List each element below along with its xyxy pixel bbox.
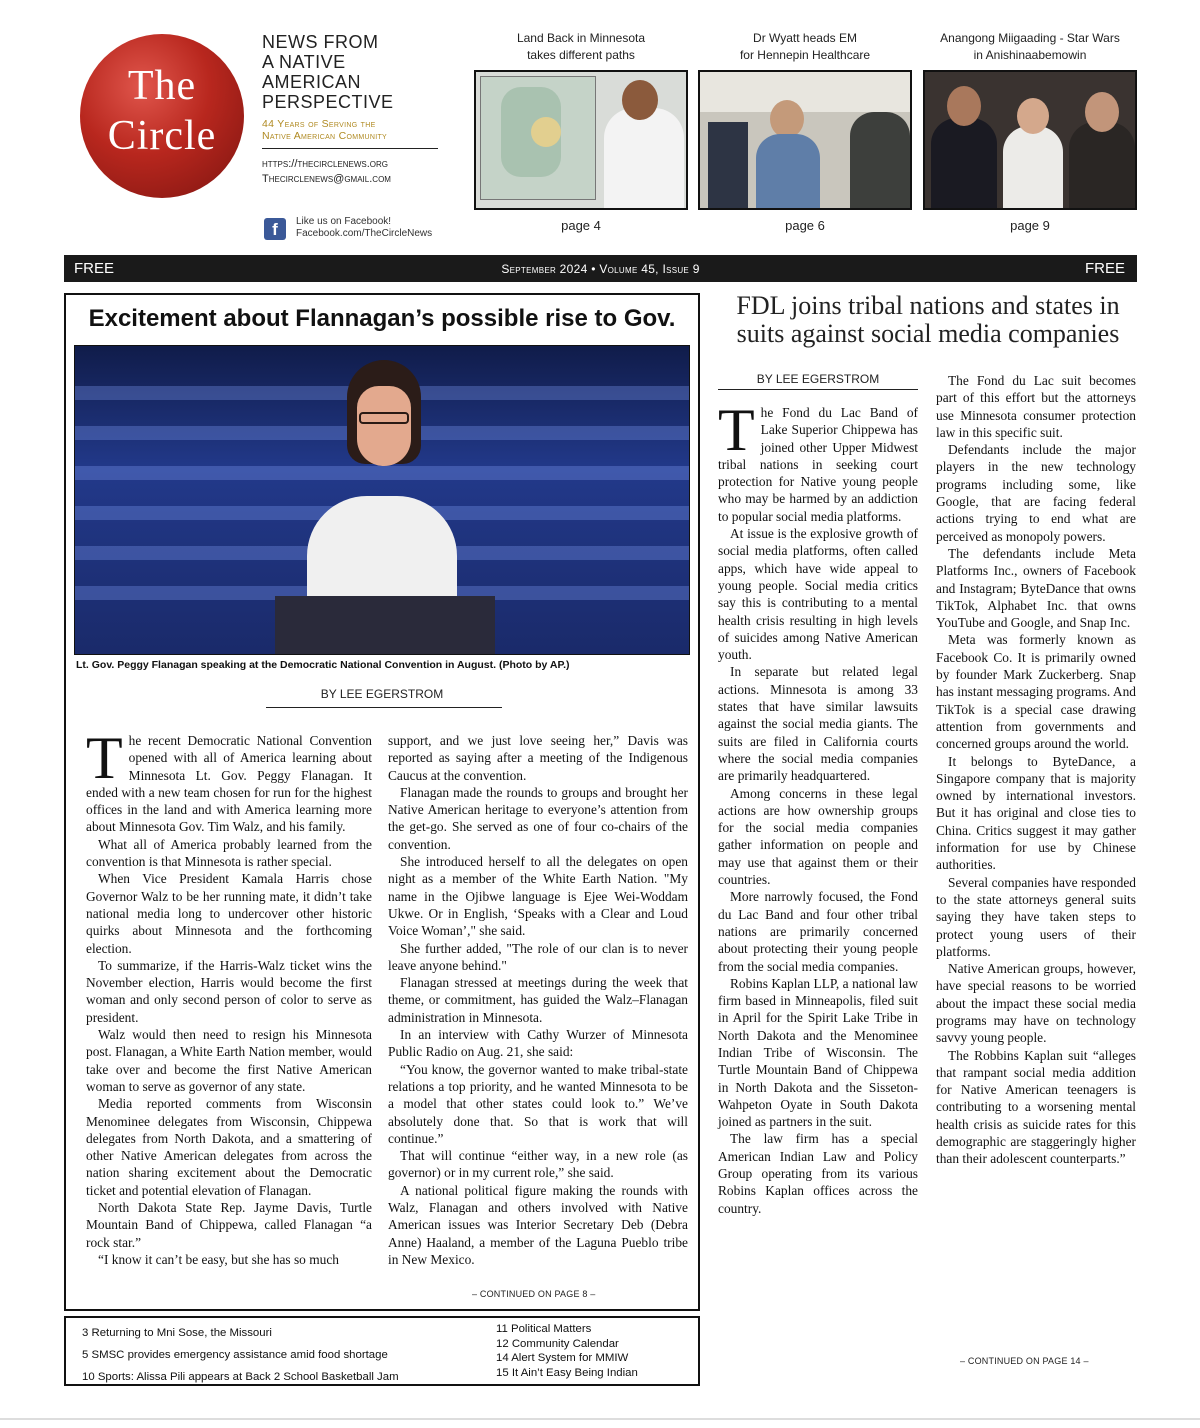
child-head (1017, 98, 1049, 134)
promo-headline-line: Dr Wyatt heads EM (753, 31, 857, 45)
person-figure-left (708, 122, 748, 210)
person-figure-right (1069, 122, 1135, 210)
free-label-left: FREE (74, 260, 115, 277)
story2-continued[interactable]: – CONTINUED ON PAGE 14 – (960, 1356, 1089, 1366)
doctor-scrubs (756, 134, 820, 210)
free-label-right: FREE (1084, 260, 1125, 277)
logo-line-1: The (127, 63, 197, 109)
paragraph: Defendants include the major players in the new technology programs including some, like Google, that are facing federal actions trying to end what are perceived as monopoly powers. (936, 442, 1136, 544)
promo-headline-line: takes different paths (527, 48, 635, 62)
paragraph: It belongs to ByteDance, a Singapore company that is majority owned by international investors. But it has original and close ties to China. Critics suggest it may gather information for use by Chinese authorities. (936, 753, 1136, 873)
facebook-icon: f (264, 218, 286, 240)
issue-date: September 2024 • Volume 45, Issue 9 (501, 262, 700, 276)
doctor-head (770, 100, 804, 138)
paragraph: Media reported comments from Wisconsin Menominee delegates from Wisconsin, Chippewa delegates from North Dakota, and a smattering of other Native American delegates from across the nation sharing excitement about the Democratic ticket and potential elevation of Flanagan. (86, 1096, 372, 1198)
paragraph: North Dakota State Rep. Jayme Davis, Turtle Mountain Band of Chippewa, called Flanagan “a rock star.” (86, 1200, 372, 1250)
promo-land-back[interactable] (474, 30, 688, 233)
person-head (947, 86, 981, 126)
paragraph: support, and we just love seeing her,” Davis was reported as saying after a meeting of the Indigenous Caucus at the convention. (388, 733, 688, 783)
subtagline (262, 118, 442, 142)
paragraph: A national political figure making the rounds with Walz, Flanagan and others involved with Native American issues was Interior Secretary Deb (Debra Anne) Haaland, a member of the Laguna Pueblo tribe in New Mexico. (388, 1182, 688, 1267)
speaker-face (357, 386, 411, 466)
paragraph: More narrowly focused, the Fond du Lac Band and four other tribal nations are primarily concerned about protecting their young people from the social media companies. (718, 889, 918, 974)
paragraph: In separate but related legal actions. Minnesota is among 33 states that have similar lawsuits against the social media giants. The suits are filed in California courts where the social media companies are primarily headquartered. (718, 664, 918, 784)
story2-column-2 (936, 372, 1136, 1168)
promo-dr-wyatt[interactable] (698, 30, 912, 233)
email-link[interactable]: Thecirclenews@gmail.com (262, 173, 391, 185)
index-column-left (82, 1322, 399, 1388)
promo-headline (698, 30, 912, 68)
paragraph: The law firm has a special American Indian Law and Policy Group operating from its various Robins Kaplan offices across the country. (718, 1131, 918, 1216)
man-figure (604, 108, 684, 208)
paragraph: Meta was formerly known as Facebook Co. It is primarily owned by founder Mark Zuckerberg. Snap has instant messaging programs. And TikTok is a special case drawing attention from governments and concerned groups around the world. (936, 632, 1136, 752)
index-item[interactable]: 5 SMSC provides emergency assistance amid food shortage (82, 1349, 388, 1361)
map-image (480, 76, 596, 200)
story2-column-1 (718, 397, 918, 1217)
tagline-line: PERSPECTIVE (262, 92, 394, 112)
promo-headline-line: for Hennepin Healthcare (739, 48, 871, 62)
lectern (275, 596, 495, 655)
index-item[interactable]: 15 It Ain’t Easy Being Indian (496, 1366, 638, 1379)
byline-rule (718, 389, 918, 390)
paragraph: She further added, "The role of our clan is to never leave anyone behind." (388, 940, 688, 973)
feature-column-1 (86, 725, 372, 1268)
byline-rule (266, 707, 502, 708)
the-circle-logo (80, 34, 244, 198)
speaker-glasses (359, 412, 409, 424)
paragraph: Flanagan made the rounds to groups and brought her Native American heritage to everyone’s attention from the get-go. She served as one of four co-chairs of the convention. (388, 784, 688, 852)
masthead-tagline (262, 32, 442, 187)
tagline-line: A NATIVE (262, 52, 346, 72)
promo-page-ref: page 4 (561, 218, 601, 233)
promo-headline (474, 30, 688, 68)
ceiling-lights (700, 72, 910, 112)
website-link[interactable]: https://thecirclenews.org (262, 158, 389, 170)
paragraph: The defendants include Meta Platforms Inc., owners of Facebook and Instagram; ByteDance that owns TikTok, Alphabet Inc. that owns YouTube and Google, and Snap Inc. (936, 545, 1136, 631)
index-item[interactable]: 11 Political Matters (496, 1323, 592, 1335)
paragraph: When Vice President Kamala Harris chose Governor Walz to be her running mate, it didn’t take national media long to undercover other historic quirks about Minnesota and the forthcoming election. (86, 871, 372, 956)
photo-caption: Lt. Gov. Peggy Flanagan speaking at the Democratic National Convention in August. (Photo by AP.) (76, 659, 570, 671)
promo-photo-group (923, 70, 1137, 210)
promo-star-wars[interactable] (923, 30, 1137, 233)
tagline-line: AMERICAN (262, 72, 362, 92)
tagline-divider (262, 148, 438, 149)
subtagline-line-2: Native American Community (262, 130, 388, 142)
paragraph: The Robbins Kaplan suit “alleges that rampant social media addition for Native American teenagers is contributing to a worsening mental health crisis as suicide rates for this demographic are staggeringly higher than their adolescent counterparts.” (936, 1047, 1136, 1167)
paragraph: Walz would then need to resign his Minnesota post. Flanagan, a White Earth Nation member, would take over and become the first Native American woman to serve as governor of any state. (86, 1027, 372, 1094)
tagline-line: NEWS FROM (262, 32, 379, 52)
drop-cap: T (718, 397, 755, 463)
promo-headline-line: in Anishinaabemowin (973, 48, 1087, 62)
drop-cap: T (86, 725, 123, 791)
paragraph: The Fond du Lac Band of Lake Superior Chippewa has joined other Upper Midwest tribal nations in seeking court protection for Native young people who may be harmed by an addiction to popular social media platforms. (718, 397, 918, 524)
issue-banner (64, 255, 1137, 282)
index-item[interactable]: 10 Sports: Alissa Pili appears at Back 2 School Basketball Jam (82, 1371, 399, 1383)
paragraph: The Fond du Lac suit becomes part of this effort but the attorneys use Minnesota consumer protection law in this specific suit. (936, 373, 1136, 440)
promo-headline (923, 30, 1137, 68)
facebook-line-1: Like us on Facebook! (296, 216, 392, 227)
feature-continued[interactable]: – CONTINUED ON PAGE 8 – (472, 1289, 596, 1299)
promo-page-ref: page 9 (1010, 218, 1050, 233)
promo-headline-line: Anangong Miigaading - Star Wars (940, 31, 1120, 45)
story2-byline: BY LEE EGERSTROM (756, 372, 880, 386)
paragraph: She introduced herself to all the delegates on open night as a member of the White Earth Nation. "My name in the Ojibwe language is Ejee Wei-Woddam Ukwe. Or in English, ‘Speaks with a Clear and Loud Voice Woman’," she said. (388, 854, 688, 939)
paragraph: Among concerns in these legal actions are how ownership groups for the social media companies gather information on people and may use that against them or their countries. (718, 785, 918, 888)
man-head (622, 80, 658, 120)
facebook-text (296, 216, 476, 240)
person-head (1085, 92, 1119, 132)
promo-headline-line: Land Back in Minnesota (516, 31, 646, 45)
paragraph: At issue is the explosive growth of social media platforms, often called apps, which have wide appeal to young people. Social media critics say this is contributing to a mental health crisis resulting in high levels of suicides among Native American youth. (718, 526, 918, 663)
index-item[interactable]: 14 Alert System for MMIW (496, 1352, 629, 1364)
feature-byline: BY LEE EGERSTROM (320, 687, 444, 701)
promo-photo-map (474, 70, 688, 210)
subtagline-line-1: 44 Years of Serving the (262, 118, 376, 130)
index-column-right (496, 1322, 638, 1380)
promo-page-ref: page 6 (785, 218, 825, 233)
paragraph: In an interview with Cathy Wurzer of Minnesota Public Radio on Aug. 21, she said: (388, 1027, 688, 1060)
paragraph: That will continue “either way, in a new role (as governor) or in my current role,” she said. (388, 1148, 688, 1181)
paragraph: Robins Kaplan LLP, a national law firm based in Minneapolis, filed suit in April for the Spirit Lake Tribe in North Dakota and the Menominee Indian Tribe of Wisconsin. The Turtle Mountain Band of Chippewa in North Dakota and the Sisseton-Wahpeton Oyate in South Dakota joined as partners in the suit. (718, 975, 918, 1130)
facebook-line-2: Facebook.com/TheCircleNews (296, 228, 433, 239)
paragraph: Native American groups, however, have special reasons to be worried about the impact these social media programs may have on technology savvy young people. (936, 961, 1136, 1046)
contact-block (262, 157, 442, 187)
inside-index (64, 1316, 700, 1386)
page-bottom-rule (0, 1418, 1200, 1420)
feature-column-2 (388, 732, 688, 1268)
paragraph: The recent Democratic National Convention opened with all of America learning about Minnesota Lt. Gov. Peggy Flanagan. It ended with a new team chosen for run for the highest offices in the land and with America learning more about Minnesota Gov. Tim Walz, and his family. (86, 725, 372, 835)
promo-photo-hospital (698, 70, 912, 210)
index-item[interactable]: 3 Returning to Mni Sose, the Missouri (82, 1327, 272, 1339)
paragraph: What all of America probably learned from the convention is that Minnesota is rather special. (86, 836, 372, 870)
paragraph: Flanagan stressed at meetings during the week that theme, or commitment, has guided the Walz–Flanagan administration in Minnesota. (388, 975, 688, 1025)
child-white-costume (1003, 126, 1063, 210)
paragraph: To summarize, if the Harris-Walz ticket wins the November election, Harris would become the first woman and only second person of color to serve as president. (86, 957, 372, 1025)
person-figure (850, 112, 910, 210)
story2-headline[interactable]: FDL joins tribal nations and states in suits against social media companies (736, 291, 1120, 348)
logo-line-2: Circle (107, 113, 217, 159)
index-item[interactable]: 12 Community Calendar (496, 1337, 619, 1350)
feature-headline[interactable]: Excitement about Flannagan’s possible rise to Gov. (88, 305, 676, 332)
paragraph: “I know it can’t be easy, but she has so much (98, 1251, 339, 1267)
feature-photo (74, 345, 690, 655)
paragraph: “You know, the governor wanted to make tribal-state relations a top priority, and he wanted Minnesota to be a model that other states could look to.” We’ve absolutely done that. So that is work that will continue.” (388, 1061, 688, 1146)
paragraph: Several companies have responded to the state attorneys general suits saying they have taken steps to protect young users of their platforms. (936, 874, 1136, 959)
person-figure-left (931, 118, 997, 210)
